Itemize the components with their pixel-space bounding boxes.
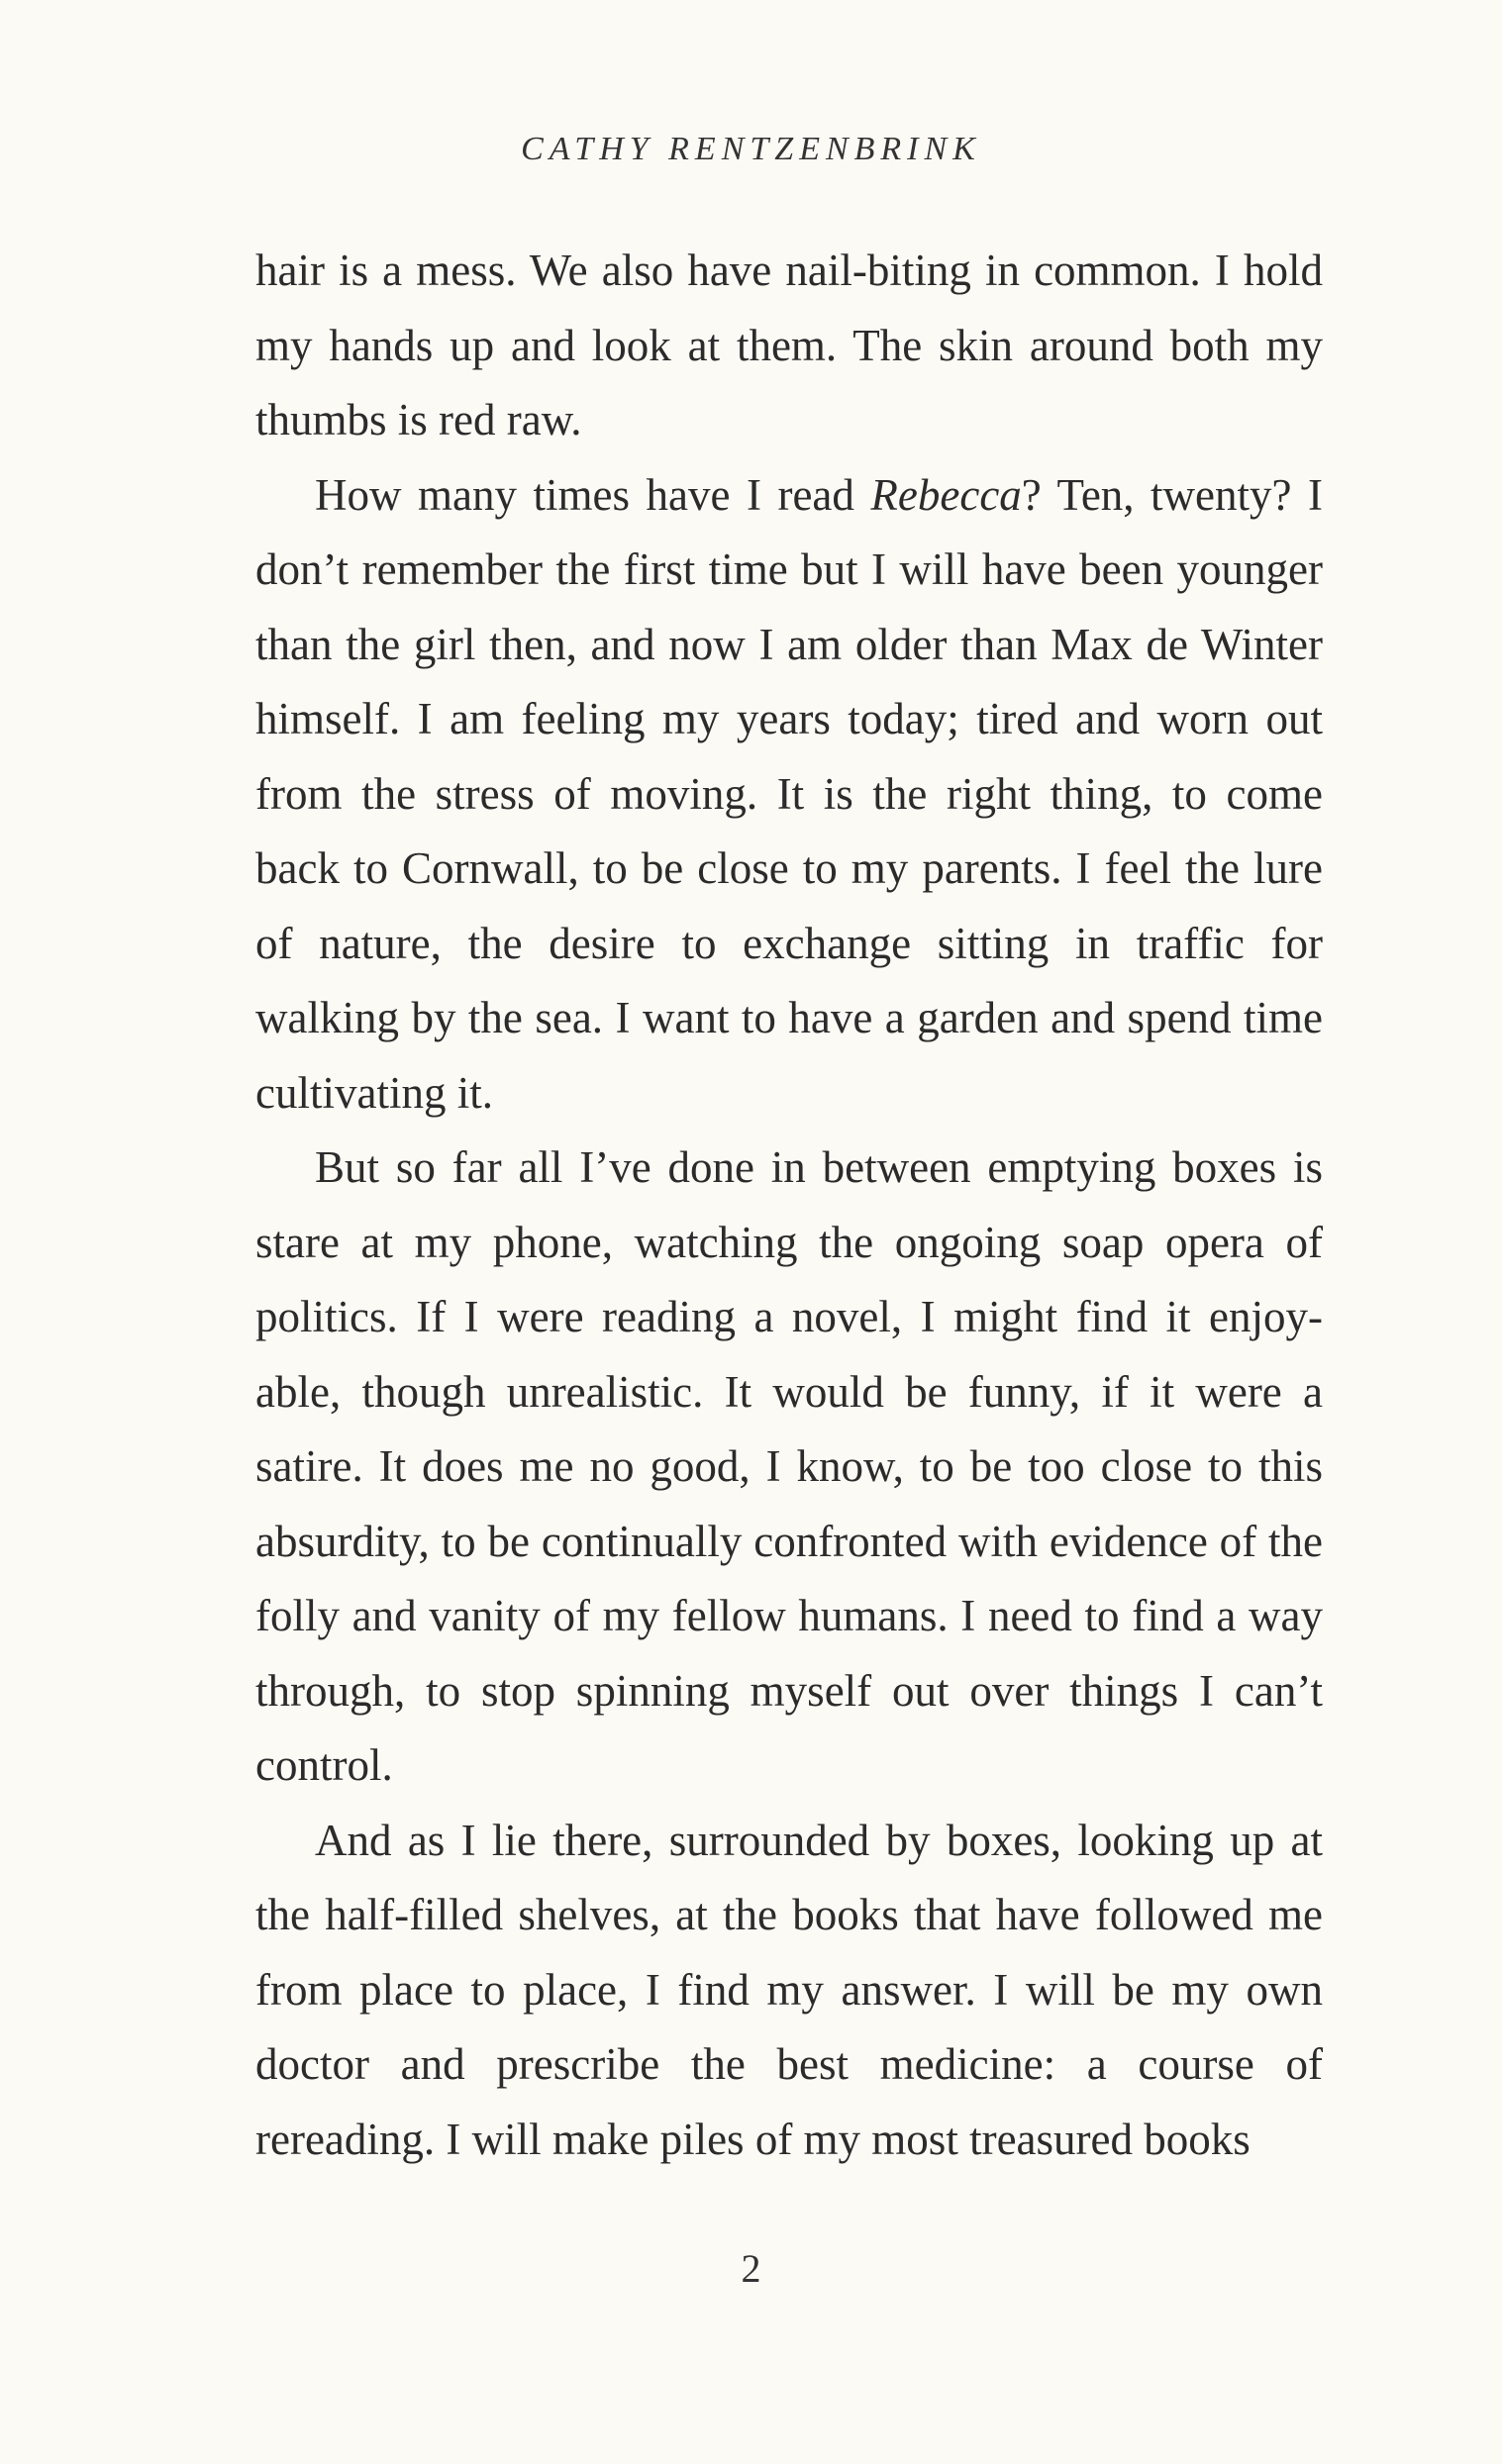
paragraph-text: But so far all I’ve done in between emptying boxes is stare at my phone, watching the ongoing soap opera of politics. If I were reading a novel, I might find it enjoy-able, though unrealistic. It would be funny, if it were a satire. It does me no good, I know, to be too close to this absurdity, to be continually confronted with evidence of the folly and vanity of my fellow humans. I need to find a way through, to stop spinning myself out over things I can’t control. [255,1142,1323,1790]
paragraph-text: hair is a mess. We also have nail-biting in common. I hold my hands up and look at them. The skin around both my thumbs is red raw. [255,246,1323,444]
paragraph-text: How many times have I read [315,469,871,520]
paragraph [255,458,1323,1132]
page-number: 2 [741,2246,761,2291]
book-title-italic: Rebecca [870,469,1022,520]
body-text [255,234,1323,2177]
running-head: CATHY RENTZENBRINK [521,131,981,167]
paragraph [255,1804,1323,2178]
paragraph [255,1131,1323,1804]
paragraph-text: ? Ten, twenty? I don’t remember the first time but I will have been younger than the girl then, and now I am older than Max de Winter himself. I am feeling my years today; tired and worn out from the stress of moving. It is the right thing, to come back to Cornwall, to be close to my parents. I feel the lure of nature, the desire to exchange sitting in traffic for walking by the sea. I want to have a garden and spend time cultivating it. [255,469,1323,1118]
paragraph [255,234,1323,458]
paragraph-text: And as I lie there, surrounded by boxes, looking up at the half-filled shelves, at the books that have followed me from place to place, I find my answer. I will be my own doctor and prescribe the best medicine: a course of rereading. I will make piles of my most treasured books [255,1815,1323,2164]
